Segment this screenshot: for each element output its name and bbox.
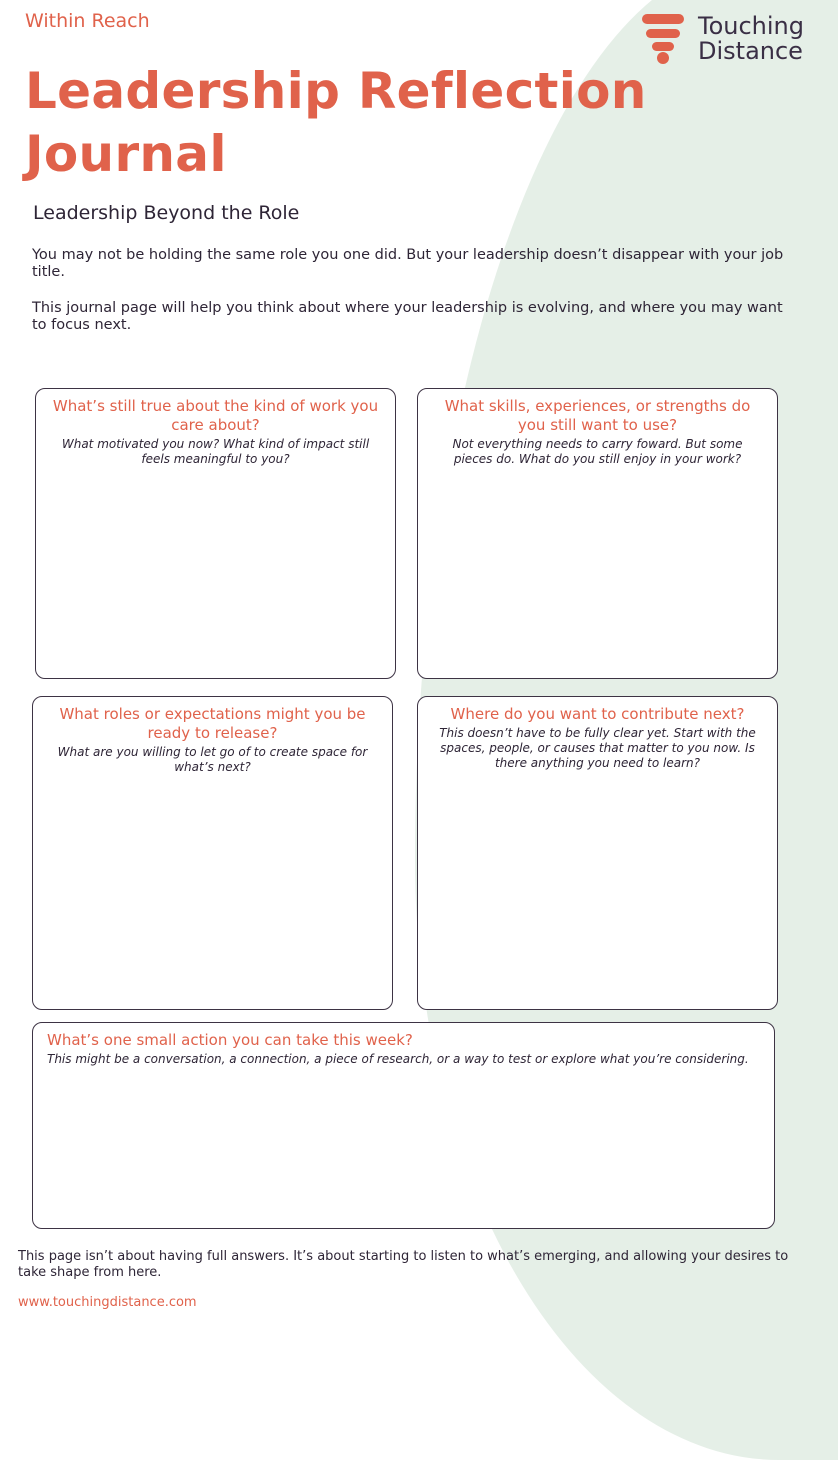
prompt-hint: This might be a conversation, a connection, a piece of research, or a way to test or explore what you’re considering.: [47, 1052, 749, 1066]
brand-line-1: Touching: [698, 12, 804, 40]
prompt-card[interactable]: [32, 696, 393, 1010]
brand-logo: [640, 12, 830, 68]
prompt-card[interactable]: [417, 388, 778, 679]
series-label: Within Reach: [25, 10, 150, 32]
prompt-card[interactable]: [417, 696, 778, 1010]
prompt-hint: What motivated you now? What kind of impact still feels meaningful to you?: [61, 437, 370, 466]
prompt-card[interactable]: [35, 388, 396, 679]
website-link[interactable]: www.touchingdistance.com: [18, 1295, 197, 1310]
page-subtitle: Leadership Beyond the Role: [33, 202, 300, 224]
prompt-question: What skills, experiences, or strengths do you still want to use?: [444, 397, 751, 434]
action-card[interactable]: [32, 1022, 775, 1229]
closing-note: This page isn’t about having full answers. It’s about starting to listen to what’s emerging, and allowing your desires to take shape from here.: [18, 1249, 789, 1280]
intro-paragraph: You may not be holding the same role you one did. But your leadership doesn’t disappear with your job title.: [32, 247, 784, 280]
prompt-hint: What are you willing to let go of to create space for what’s next?: [57, 745, 368, 774]
page-title: Leadership Reflection Journal: [25, 62, 647, 183]
prompt-hint: Not everything needs to carry foward. But some pieces do. What do you still enjoy in your work?: [452, 437, 743, 466]
prompt-question: What roles or expectations might you be ready to release?: [59, 705, 366, 742]
brand-name: [698, 14, 804, 64]
brand-line-2: Distance: [698, 37, 803, 65]
prompt-question: Where do you want to contribute next?: [450, 705, 745, 723]
prompt-question: What’s still true about the kind of work you care about?: [52, 397, 379, 434]
prompt-hint: This doesn’t have to be fully clear yet. Start with the spaces, people, or causes that matter to you now. Is there anything you need to learn?: [439, 726, 756, 770]
intro-paragraph: This journal page will help you think about where your leadership is evolving, and where you may want to focus next.: [32, 300, 783, 333]
prompt-question: What’s one small action you can take this week?: [47, 1031, 413, 1049]
